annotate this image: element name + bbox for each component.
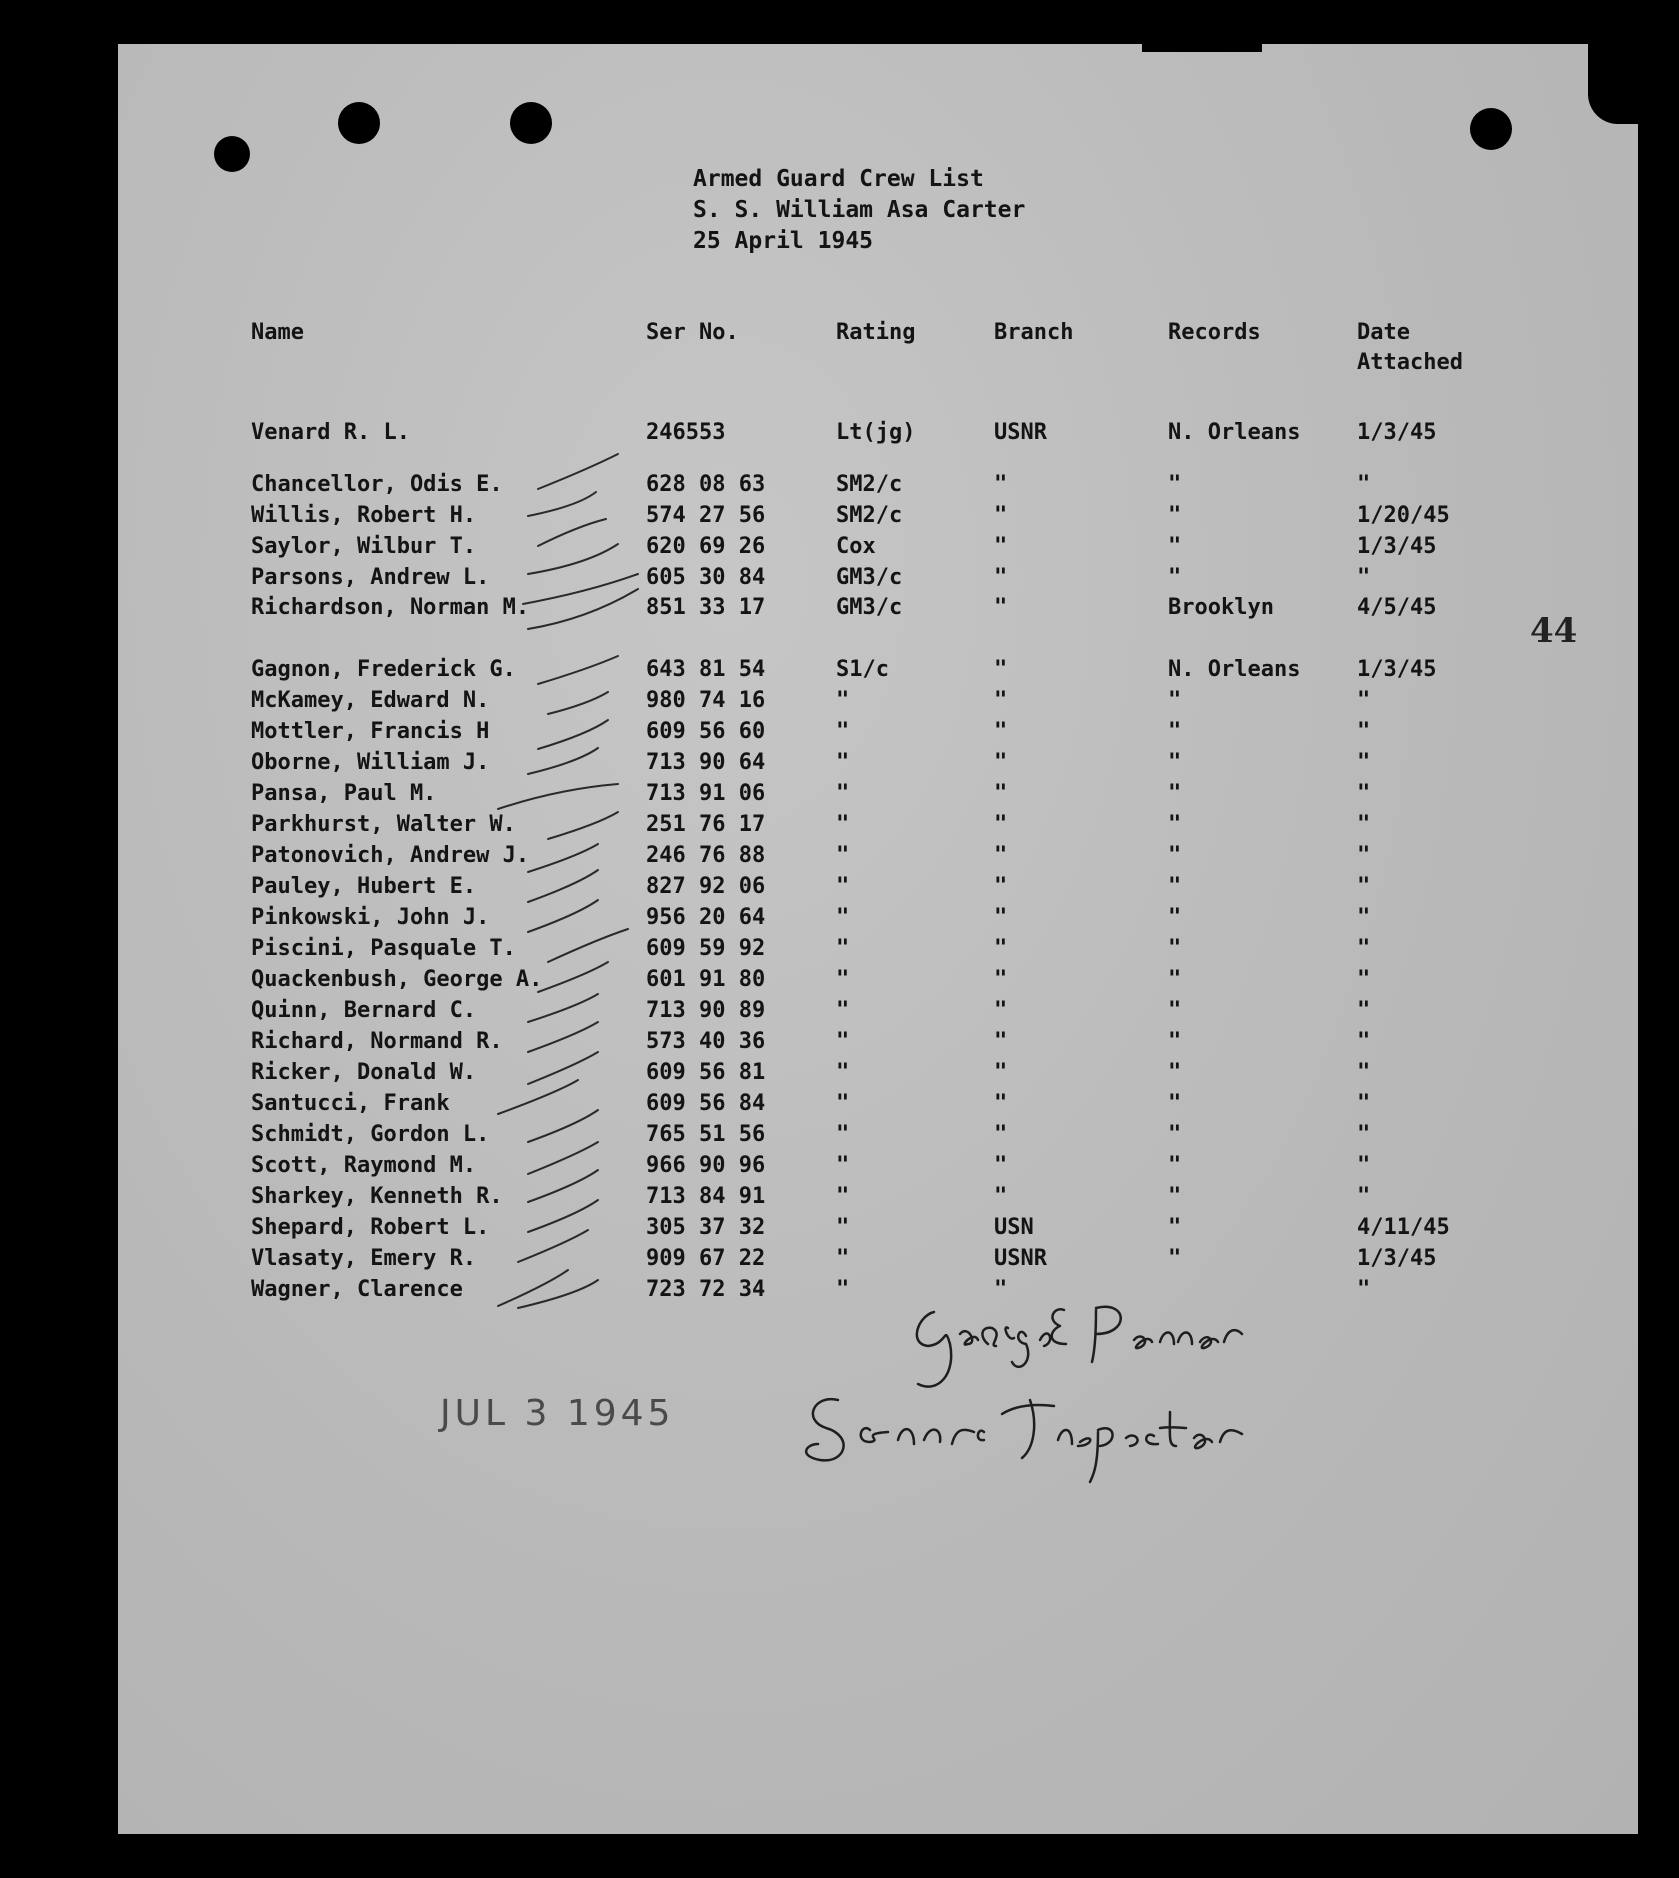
branch-cell: ": [994, 719, 1008, 744]
crew-name-cell: Schmidt, Gordon L.: [251, 1122, 490, 1147]
service-number-cell: 605 30 84: [646, 565, 766, 590]
check-mark: [518, 1280, 598, 1308]
branch-cell: ": [994, 1060, 1008, 1085]
service-number-cell: 909 67 22: [646, 1246, 766, 1271]
records-cell: ": [1168, 688, 1182, 713]
date-attached-cell: ": [1357, 565, 1371, 590]
check-mark: [528, 1170, 598, 1202]
rating-cell: ": [836, 874, 850, 899]
rating-cell: ": [836, 812, 850, 837]
branch-cell: ": [994, 1029, 1008, 1054]
check-mark: [498, 784, 618, 809]
service-number-cell: 966 90 96: [646, 1153, 766, 1178]
crew-name-cell: Saylor, Wilbur T.: [251, 534, 477, 559]
date-attached-cell: ": [1357, 936, 1371, 961]
document-title: Armed Guard Crew List: [693, 166, 984, 192]
records-cell: ": [1168, 967, 1182, 992]
date-stamp: JUL 3 1945: [440, 1393, 675, 1434]
date-attached-cell: ": [1357, 472, 1371, 497]
service-number-cell: 851 33 17: [646, 595, 766, 620]
column-header-name: Name: [251, 320, 304, 345]
document-date: 25 April 1945: [693, 228, 874, 254]
rating-cell: ": [836, 967, 850, 992]
date-attached-cell: ": [1357, 750, 1371, 775]
records-cell: N. Orleans: [1168, 420, 1301, 445]
crew-name-cell: Mottler, Francis H: [251, 719, 490, 744]
service-number-cell: 628 08 63: [646, 472, 766, 497]
check-mark: [498, 1080, 578, 1114]
page-number: 44: [1530, 611, 1578, 651]
check-mark: [538, 720, 608, 749]
check-mark: [538, 519, 606, 546]
branch-cell: ": [994, 1122, 1008, 1147]
date-attached-cell: ": [1357, 1029, 1371, 1054]
records-cell: ": [1168, 1215, 1182, 1240]
date-attached-cell: ": [1357, 874, 1371, 899]
check-mark: [528, 1110, 598, 1142]
document-page: [118, 44, 1638, 1834]
crew-name-cell: Quackenbush, George A.: [251, 967, 543, 992]
date-attached-cell: ": [1357, 1184, 1371, 1209]
records-cell: ": [1168, 781, 1182, 806]
check-mark: [528, 1142, 598, 1174]
column-header-records: Records: [1168, 320, 1261, 345]
rating-cell: ": [836, 1091, 850, 1116]
records-cell: ": [1168, 812, 1182, 837]
branch-cell: ": [994, 534, 1008, 559]
date-attached-cell: ": [1357, 1277, 1371, 1302]
crew-name-cell: Venard R. L.: [251, 420, 410, 445]
rating-cell: ": [836, 750, 850, 775]
service-number-cell: 827 92 06: [646, 874, 766, 899]
rating-cell: ": [836, 1029, 850, 1054]
crew-name-cell: Parkhurst, Walter W.: [251, 812, 516, 837]
crew-name-cell: Pansa, Paul M.: [251, 781, 437, 806]
crew-name-cell: Patonovich, Andrew J.: [251, 843, 530, 868]
crew-name-cell: Scott, Raymond M.: [251, 1153, 477, 1178]
service-number-cell: 246553: [646, 420, 726, 445]
records-cell: ": [1168, 1029, 1182, 1054]
date-attached-cell: ": [1357, 1060, 1371, 1085]
rating-cell: SM2/c: [836, 472, 903, 497]
branch-cell: ": [994, 1184, 1008, 1209]
column-header-rating: Rating: [836, 320, 916, 345]
date-attached-cell: 4/11/45: [1357, 1215, 1450, 1240]
service-number-cell: 573 40 36: [646, 1029, 766, 1054]
date-attached-cell: 1/3/45: [1357, 420, 1437, 445]
branch-cell: ": [994, 843, 1008, 868]
records-cell: ": [1168, 1122, 1182, 1147]
branch-cell: USNR: [994, 420, 1047, 445]
date-attached-cell: 1/3/45: [1357, 534, 1437, 559]
branch-cell: ": [994, 657, 1008, 682]
check-mark: [528, 1052, 598, 1084]
rating-cell: ": [836, 843, 850, 868]
branch-cell: ": [994, 1277, 1008, 1302]
crew-name-cell: Richardson, Norman M.: [251, 595, 530, 620]
rating-cell: GM3/c: [836, 595, 903, 620]
branch-cell: ": [994, 472, 1008, 497]
service-number-cell: 574 27 56: [646, 503, 766, 528]
check-mark: [538, 656, 618, 684]
rating-cell: GM3/c: [836, 565, 903, 590]
branch-cell: ": [994, 967, 1008, 992]
column-header-date: Date: [1357, 320, 1410, 345]
column-header-ser-no: Ser No.: [646, 320, 739, 345]
crew-name-cell: Ricker, Donald W.: [251, 1060, 477, 1085]
crew-name-cell: Santucci, Frank: [251, 1091, 450, 1116]
crew-name-cell: Quinn, Bernard C.: [251, 998, 477, 1023]
service-number-cell: 601 91 80: [646, 967, 766, 992]
records-cell: ": [1168, 936, 1182, 961]
service-number-cell: 713 91 06: [646, 781, 766, 806]
check-mark: [518, 1230, 588, 1262]
column-header-branch: Branch: [994, 320, 1074, 345]
service-number-cell: 643 81 54: [646, 657, 766, 682]
service-number-cell: 713 90 64: [646, 750, 766, 775]
check-mark: [498, 1270, 568, 1306]
records-cell: ": [1168, 719, 1182, 744]
check-mark: [528, 544, 618, 574]
branch-cell: ": [994, 750, 1008, 775]
service-number-cell: 723 72 34: [646, 1277, 766, 1302]
rating-cell: Lt(jg): [836, 420, 916, 445]
records-cell: ": [1168, 874, 1182, 899]
date-attached-cell: ": [1357, 688, 1371, 713]
rating-cell: ": [836, 1122, 850, 1147]
check-mark: [528, 1022, 598, 1052]
date-attached-cell: ": [1357, 719, 1371, 744]
check-mark: [538, 962, 608, 992]
rating-cell: ": [836, 1246, 850, 1271]
branch-cell: ": [994, 781, 1008, 806]
crew-name-cell: Vlasaty, Emery R.: [251, 1246, 477, 1271]
records-cell: ": [1168, 472, 1182, 497]
rating-cell: ": [836, 998, 850, 1023]
crew-name-cell: Piscini, Pasquale T.: [251, 936, 516, 961]
rating-cell: ": [836, 905, 850, 930]
records-cell: N. Orleans: [1168, 657, 1301, 682]
crew-name-cell: Richard, Normand R.: [251, 1029, 503, 1054]
date-attached-cell: ": [1357, 1091, 1371, 1116]
service-number-cell: 980 74 16: [646, 688, 766, 713]
records-cell: ": [1168, 843, 1182, 868]
check-mark: [548, 692, 608, 714]
check-mark: [548, 812, 618, 839]
records-cell: ": [1168, 534, 1182, 559]
service-number-cell: 251 76 17: [646, 812, 766, 837]
rating-cell: ": [836, 688, 850, 713]
check-mark: [528, 589, 638, 629]
records-cell: ": [1168, 503, 1182, 528]
crew-name-cell: Gagnon, Frederick G.: [251, 657, 516, 682]
date-attached-cell: 4/5/45: [1357, 595, 1437, 620]
date-attached-cell: ": [1357, 998, 1371, 1023]
check-mark: [528, 900, 598, 932]
handwriting-layer: [118, 44, 1638, 1834]
rating-cell: ": [836, 1277, 850, 1302]
service-number-cell: 246 76 88: [646, 843, 766, 868]
check-mark: [548, 929, 628, 962]
date-attached-cell: ": [1357, 1153, 1371, 1178]
branch-cell: ": [994, 1091, 1008, 1116]
check-mark: [528, 492, 596, 516]
rating-cell: ": [836, 1153, 850, 1178]
service-number-cell: 609 59 92: [646, 936, 766, 961]
records-cell: ": [1168, 1060, 1182, 1085]
column-header-attached: Attached: [1357, 350, 1463, 375]
service-number-cell: 609 56 81: [646, 1060, 766, 1085]
crew-name-cell: Oborne, William J.: [251, 750, 490, 775]
rating-cell: ": [836, 1184, 850, 1209]
records-cell: ": [1168, 1246, 1182, 1271]
crew-name-cell: Willis, Robert H.: [251, 503, 477, 528]
branch-cell: ": [994, 1153, 1008, 1178]
branch-cell: USNR: [994, 1246, 1047, 1271]
crew-name-cell: Pinkowski, John J.: [251, 905, 490, 930]
date-attached-cell: ": [1357, 1122, 1371, 1147]
crew-name-cell: Chancellor, Odis E.: [251, 472, 503, 497]
service-number-cell: 713 90 89: [646, 998, 766, 1023]
branch-cell: ": [994, 503, 1008, 528]
records-cell: ": [1168, 1091, 1182, 1116]
service-number-cell: 305 37 32: [646, 1215, 766, 1240]
records-cell: Brooklyn: [1168, 595, 1274, 620]
rating-cell: ": [836, 936, 850, 961]
service-number-cell: 713 84 91: [646, 1184, 766, 1209]
check-mark: [528, 1200, 598, 1232]
records-cell: ": [1168, 1184, 1182, 1209]
branch-cell: ": [994, 688, 1008, 713]
branch-cell: USN: [994, 1215, 1034, 1240]
branch-cell: ": [994, 936, 1008, 961]
ship-name: S. S. William Asa Carter: [693, 197, 1026, 223]
branch-cell: ": [994, 905, 1008, 930]
crew-name-cell: Wagner, Clarence: [251, 1277, 463, 1302]
date-attached-cell: ": [1357, 967, 1371, 992]
records-cell: ": [1168, 998, 1182, 1023]
date-attached-cell: 1/3/45: [1357, 657, 1437, 682]
branch-cell: ": [994, 874, 1008, 899]
branch-cell: ": [994, 812, 1008, 837]
service-number-cell: 765 51 56: [646, 1122, 766, 1147]
records-cell: ": [1168, 905, 1182, 930]
rating-cell: ": [836, 1060, 850, 1085]
rating-cell: ": [836, 1215, 850, 1240]
date-attached-cell: ": [1357, 812, 1371, 837]
check-mark: [528, 844, 598, 872]
check-mark: [528, 748, 598, 774]
check-mark: [528, 870, 598, 902]
crew-name-cell: Sharkey, Kenneth R.: [251, 1184, 503, 1209]
date-attached-cell: ": [1357, 905, 1371, 930]
branch-cell: ": [994, 595, 1008, 620]
service-number-cell: 956 20 64: [646, 905, 766, 930]
rating-cell: S1/c: [836, 657, 889, 682]
branch-cell: ": [994, 565, 1008, 590]
date-attached-cell: ": [1357, 843, 1371, 868]
date-attached-cell: ": [1357, 781, 1371, 806]
records-cell: ": [1168, 1153, 1182, 1178]
signature: [806, 1307, 1242, 1482]
date-attached-cell: 1/20/45: [1357, 503, 1450, 528]
crew-name-cell: Parsons, Andrew L.: [251, 565, 490, 590]
date-attached-cell: 1/3/45: [1357, 1246, 1437, 1271]
check-mark: [538, 454, 618, 489]
crew-name-cell: McKamey, Edward N.: [251, 688, 490, 713]
rating-cell: SM2/c: [836, 503, 903, 528]
crew-name-cell: Shepard, Robert L.: [251, 1215, 490, 1240]
records-cell: ": [1168, 565, 1182, 590]
check-mark: [528, 994, 598, 1022]
records-cell: ": [1168, 750, 1182, 775]
service-number-cell: 620 69 26: [646, 534, 766, 559]
rating-cell: ": [836, 781, 850, 806]
crew-name-cell: Pauley, Hubert E.: [251, 874, 477, 899]
rating-cell: ": [836, 719, 850, 744]
rating-cell: Cox: [836, 534, 876, 559]
branch-cell: ": [994, 998, 1008, 1023]
service-number-cell: 609 56 60: [646, 719, 766, 744]
service-number-cell: 609 56 84: [646, 1091, 766, 1116]
